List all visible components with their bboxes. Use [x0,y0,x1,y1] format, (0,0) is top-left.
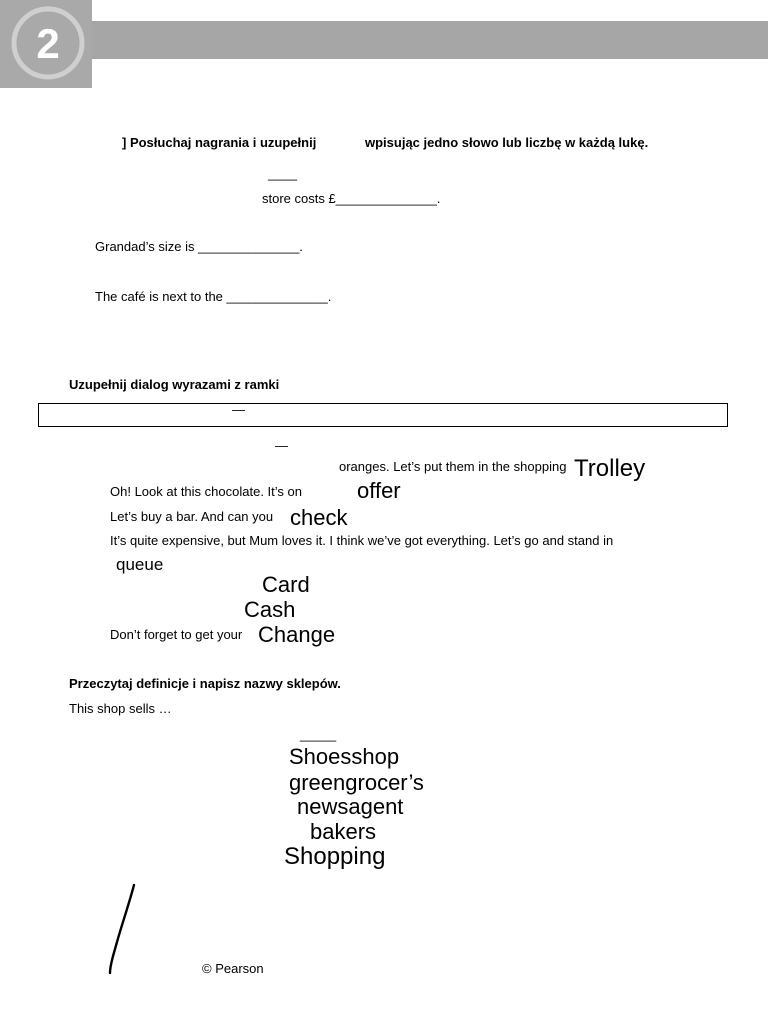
exercise2-instruction: Uzupełnij dialog wyrazami z ramki [69,377,280,392]
dialog-line-4: It’s quite expensive, but Mum loves it. I think we’ve got everything. Let’s go and stand in [110,533,614,548]
header-bar [92,21,768,59]
shop-answer: bakers [310,819,377,844]
pen-stroke [102,880,142,980]
word-box [38,403,728,427]
copyright: © Pearson [202,961,264,976]
exercise1-instruction-b: wpisując jedno słowo lub liczbę w każdą lukę. [365,135,649,150]
shop-answer: Shoesshop [289,744,400,769]
answer-offer: offer [357,478,401,503]
answer-card: Card [262,572,310,597]
exercise2-dash: — [275,438,288,453]
answer-check: check [290,505,348,530]
answer-queue: queue [116,555,164,574]
shop-answer: Shopping [284,843,386,870]
exercise1-line-1: store costs £______________. [262,191,441,206]
dialog-line-3: Let’s buy a bar. And can you [110,509,274,524]
exercise1-blank: ____ [268,166,297,181]
answer-cash: Cash [244,597,296,622]
answer-trolley: Trolley [574,455,646,482]
word-box-dash: — [232,402,245,417]
shop-answer: newsagent [297,794,404,819]
shop-answer: greengrocer’s [289,770,424,795]
unit-badge [0,0,92,88]
exercise3-instruction: Przeczytaj definicje i napisz nazwy sklepów. [69,676,341,691]
exercise1-instruction-a: ] Posłuchaj nagrania i uzupełnij [122,135,317,150]
exercise1-line-2: Grandad’s size is ______________. [95,239,303,254]
unit-number-icon [0,0,92,88]
answer-change: Change [258,622,336,647]
dialog-line-1: oranges. Let’s put them in the shopping [339,459,567,474]
exercise1-line-3: The café is next to the ______________. [95,289,332,304]
unit-number: 2 [36,20,60,67]
exercise3-intro: This shop sells … [69,701,172,716]
dialog-line-2: Oh! Look at this chocolate. It’s on [110,484,302,499]
dialog-line-5: Don’t forget to get your [110,627,243,642]
exercise3-blank: _____ [300,727,337,742]
